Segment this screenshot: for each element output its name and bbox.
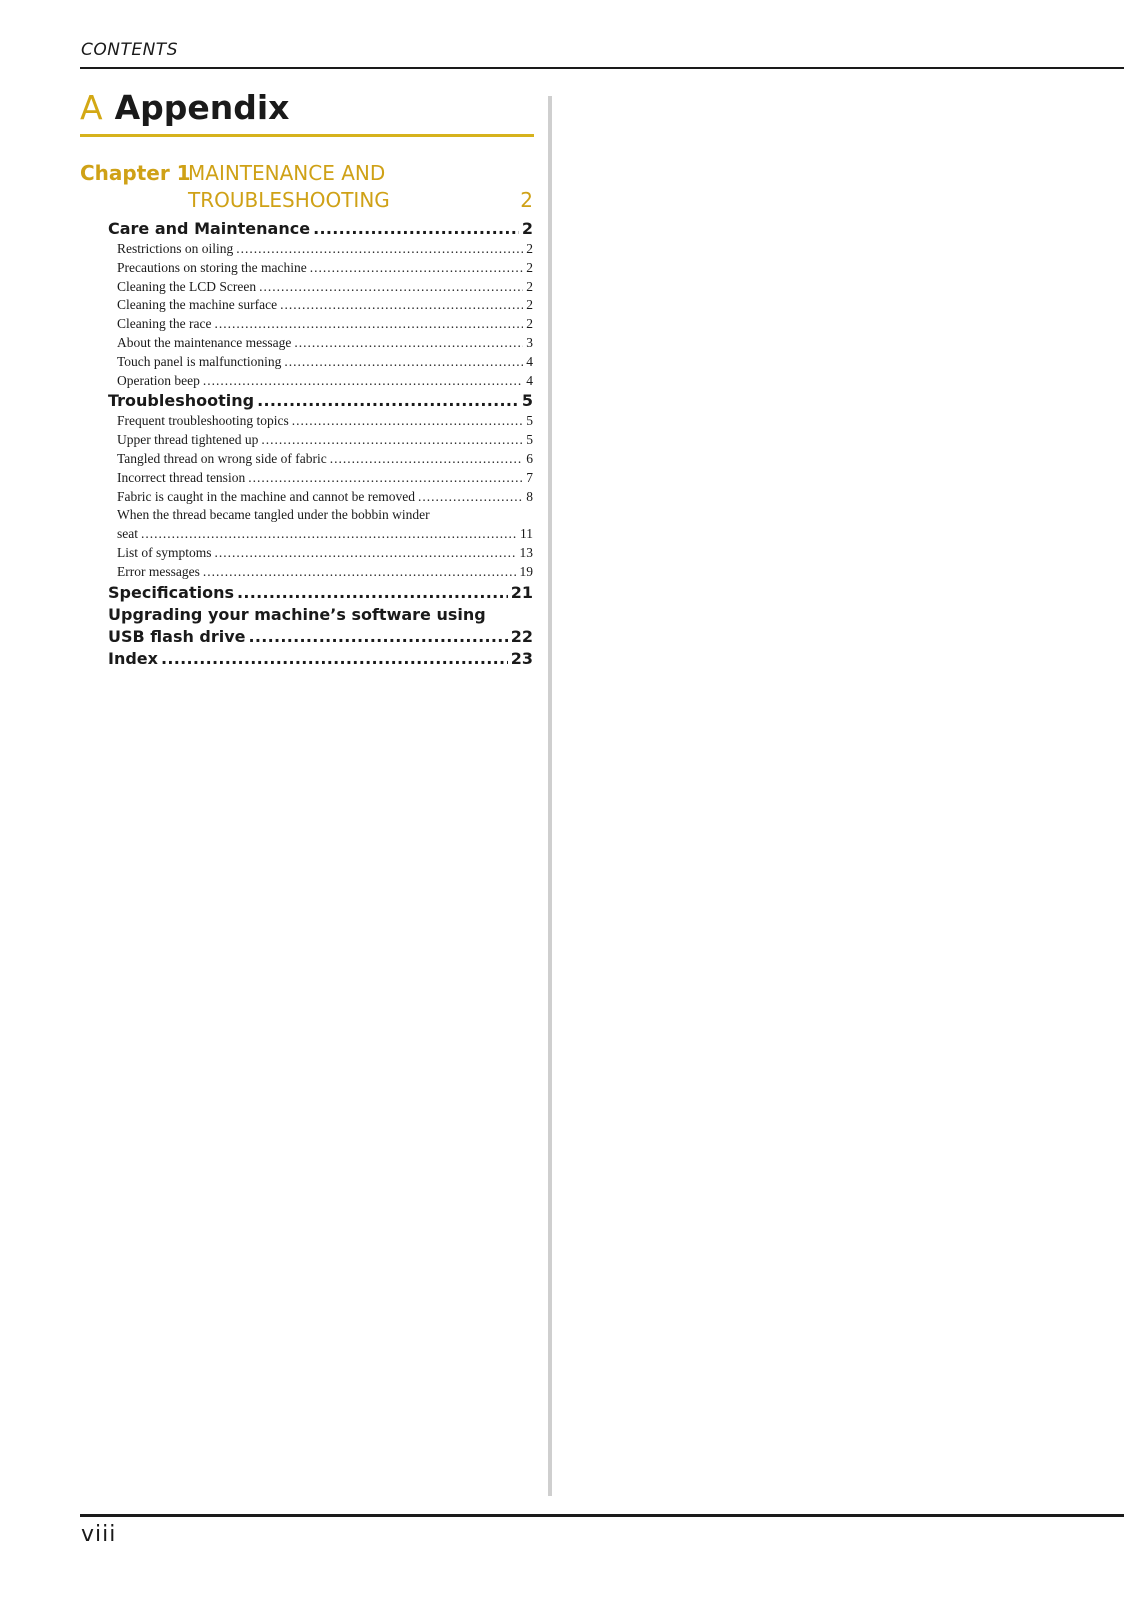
toc-entry[interactable]: Cleaning the race ..... 2 <box>108 315 533 334</box>
running-header: CONTENTS <box>81 40 178 60</box>
appendix-title <box>80 86 289 130</box>
toc-entry-upgrading-line1[interactable]: Upgrading your machine’s software using <box>108 604 486 624</box>
column-divider <box>548 96 552 1496</box>
toc-entry-specifications[interactable]: Specifications ..... 21 <box>108 582 533 604</box>
dot-leader <box>313 218 519 240</box>
toc-entry[interactable]: Upper thread tightened up ..... 5 <box>108 431 533 450</box>
dot-leader <box>257 390 519 412</box>
toc-entry[interactable]: Touch panel is malfunctioning ..... 4 <box>108 353 533 372</box>
table-of-contents <box>108 218 533 670</box>
dot-leader <box>237 582 508 604</box>
toc-entry-index[interactable]: Index ..... 23 <box>108 648 533 670</box>
toc-entry[interactable]: Operation beep ..... 4 <box>108 372 533 391</box>
appendix-word: Appendix <box>114 88 290 127</box>
toc-entry-care-and-maintenance[interactable]: Care and Maintenance ..... 2 <box>108 218 533 240</box>
appendix-letter: A <box>80 88 103 127</box>
toc-entry[interactable]: Cleaning the machine surface ..... 2 <box>108 296 533 315</box>
chapter-title-line2: TROUBLESHOOTING <box>188 188 390 212</box>
toc-entry[interactable]: Cleaning the LCD Screen ..... 2 <box>108 278 533 297</box>
dot-leader <box>249 626 508 648</box>
toc-entry[interactable]: About the maintenance message ..... 3 <box>108 334 533 353</box>
chapter-page-number: 2 <box>520 188 533 212</box>
toc-entry-troubleshooting[interactable]: Troubleshooting ..... 5 <box>108 390 533 412</box>
dot-leader <box>161 648 508 670</box>
toc-entry-upgrading-line2[interactable]: USB flash drive ..... 22 <box>108 626 533 648</box>
appendix-title-rule <box>80 134 534 137</box>
toc-entry[interactable]: Precautions on storing the machine ..... 2 <box>108 259 533 278</box>
toc-entry-bobbin-line1[interactable]: When the thread became tangled under the bobbin winder <box>117 507 430 523</box>
chapter-title-line1: MAINTENANCE AND <box>188 161 386 185</box>
footer-rule <box>80 1514 1124 1517</box>
toc-entry[interactable]: Fabric is caught in the machine and cannot be removed ..... 8 <box>108 488 533 507</box>
toc-entry[interactable]: Error messages ..... 19 <box>108 563 533 582</box>
toc-entry[interactable]: Incorrect thread tension ..... 7 <box>108 469 533 488</box>
header-rule <box>80 67 1124 69</box>
toc-entry[interactable]: Tangled thread on wrong side of fabric ..... 6 <box>108 450 533 469</box>
toc-entry[interactable]: List of symptoms ..... 13 <box>108 544 533 563</box>
page-number: viii <box>81 1522 117 1547</box>
toc-entry[interactable]: Frequent troubleshooting topics ..... 5 <box>108 412 533 431</box>
toc-entry-bobbin-line2[interactable]: seat ..... 11 <box>108 525 533 544</box>
toc-entry[interactable]: Restrictions on oiling ..... 2 <box>108 240 533 259</box>
chapter-number: Chapter 1 <box>80 161 191 185</box>
